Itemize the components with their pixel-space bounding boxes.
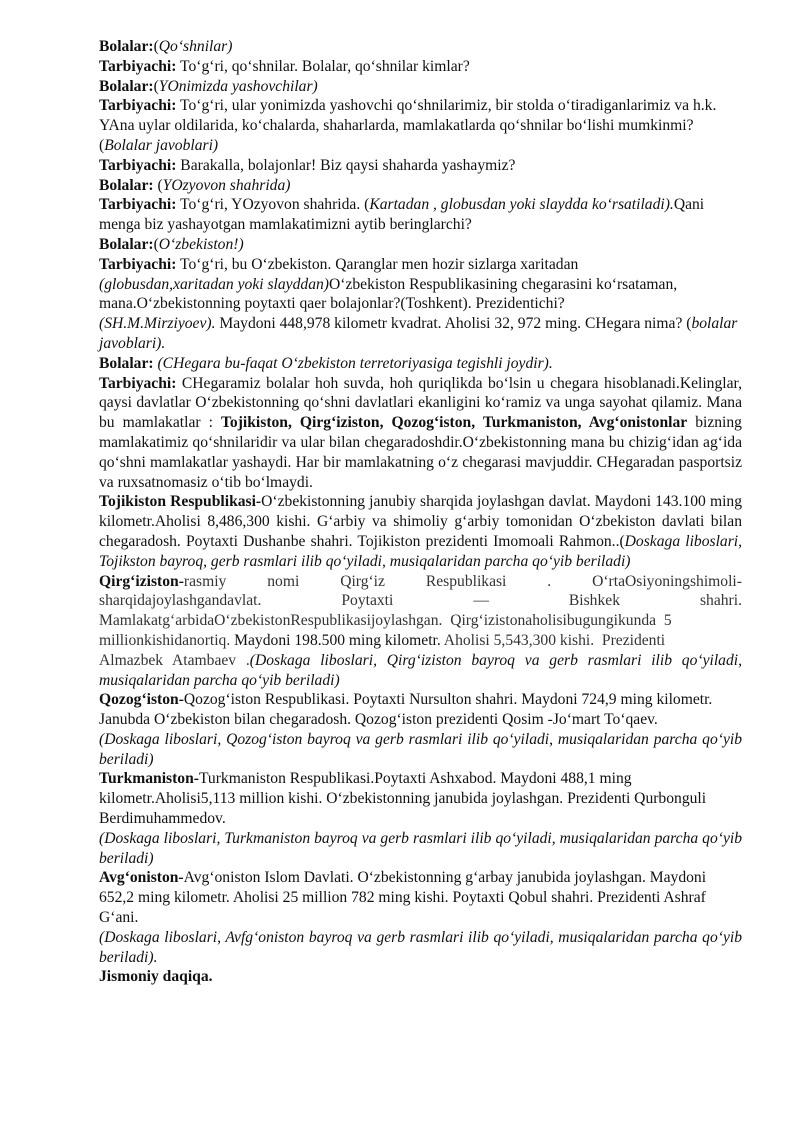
word: shahri.: [699, 592, 742, 610]
text: (: [153, 38, 159, 55]
speaker-label: Tarbiyachi:: [99, 374, 177, 392]
text: (: [153, 176, 163, 194]
italic-note: Qo‘shnilar): [158, 38, 233, 55]
text: Almazbek Atambaev .: [99, 651, 250, 669]
country-paragraph-afghanistan: [99, 868, 742, 927]
text: (: [153, 235, 159, 253]
word: Bishkek: [568, 592, 620, 610]
word: O‘rtaOsiyoningshimoli-: [592, 572, 742, 590]
word: Qirg‘iz: [340, 572, 385, 590]
text: O‘zbekistonning janubiy sharqida joylashgan davlat. Maydoni 143.100 ming kilometr.Aholisi 8,486,300 kishi. G‘arbiy va shimoliy g‘arbiy tomonidan O‘zbekiston davlati bilan chegaradosh. Poytaxti Dushanbe shahri. Tojikiston prezidenti Imomoali Rahmon..(: [99, 493, 743, 550]
speaker-label: Bolalar:: [99, 235, 154, 253]
word: —: [473, 592, 489, 610]
text: bizning mamlakatimiz qo‘shnilaridir va ular bilan chegaradoshdir.O‘zbekistonning mana bu chizig‘idan ag‘ida qo‘shni mamlakatlar yashaydi. Har bir mamlakatning o‘z chegarasi mavjuddir. CHegaradan pasportsiz va ruxsatnomasiz o‘tib bo‘lmaydi.: [99, 414, 742, 491]
dialogue-line: [99, 57, 742, 77]
dialogue-paragraph: [99, 96, 742, 136]
dialogue-paragraph: [99, 195, 742, 235]
country-paragraph-turkmenistan: [99, 769, 742, 828]
text: (: [153, 77, 159, 95]
text: Turkmaniston Respublikasi.Poytaxti Ashxabod. Maydoni 488,1 ming kilometr.Aholisi5,113 million kishi. O‘zbekistonning janubida joylashgan. Prezidenti Qurbonguli Berdimuhammedov.: [99, 770, 707, 828]
country-name: Tojikiston Respublikasi-: [99, 493, 262, 511]
country-name: Qozog‘iston-: [99, 691, 184, 709]
bold-text: Tojikiston, Qirg‘iziston, Qozog‘iston, Turkmaniston, Avg‘onistonlar: [220, 414, 688, 432]
text: To‘g‘ri, YOzyovon shahrida. (: [176, 196, 370, 214]
justified-line: [99, 591, 742, 611]
speaker-label: Tarbiyachi:: [99, 57, 177, 75]
italic-note: (CHegara bu-faqat O‘zbekiston terretoriyasiga tegishli joydir).: [153, 354, 553, 372]
country-paragraph-kyrgyzstan: [99, 572, 742, 691]
speaker-label: Tarbiyachi:: [99, 196, 177, 214]
speaker-label: Bolalar:: [99, 176, 154, 194]
dialogue-line: [99, 77, 742, 97]
italic-note: (SH.M.Mirziyoev).: [99, 315, 216, 333]
text: Barakalla, bolajonlar! Biz qaysi shaharda yashaymiz?: [176, 156, 516, 174]
word: nomi: [267, 572, 300, 590]
text-block: [99, 651, 742, 691]
word: sharqidajoylashgandavlat.: [99, 592, 262, 610]
text: Qani menga biz yashayotgan mamlakatimizni aytib beringlarchi?: [99, 196, 705, 234]
italic-note: (Doskaga liboslari, Qozog‘iston bayroq va gerb rasmlari ilib qo‘yiladi, musiqalaridan parcha qo‘yib beriladi): [99, 730, 742, 768]
section-heading: Jismoniy daqiqa.: [99, 968, 213, 986]
dialogue-line: [99, 235, 742, 255]
country-paragraph-kazakhstan: [99, 690, 742, 730]
justified-line: [99, 572, 742, 592]
dialogue-line: [99, 156, 742, 176]
country-paragraph-tajikistan: [99, 492, 742, 571]
italic-note: YOnimizda yashovchilar): [158, 77, 318, 95]
italic-note: (Doskaga liboslari, Turkmaniston bayroq va gerb rasmlari ilib qo‘yiladi, musiqalaridan parcha qo‘yib beriladi): [99, 829, 742, 867]
text: Maydoni 448,978 kilometr kvadrat. Aholisi 32, 972 ming. CHegara nima? (: [215, 315, 692, 333]
italic-note: (Doskaga liboslari, Avfg‘oniston bayroq va gerb rasmlari ilib qo‘yiladi, musiqalaridan parcha qo‘yib beriladi).: [99, 928, 742, 966]
word: .: [547, 572, 552, 590]
speaker-label: Bolalar:: [99, 354, 154, 372]
text: Aholisi 5,543,300 kishi. Prezidenti: [440, 631, 666, 649]
text-line: Mamlakatg‘arbidaO‘zbekistonRespublikasijoylashgan. Qirg‘izistonaholisibugungikunda 5: [99, 612, 672, 630]
text-line: [99, 631, 742, 651]
italic-note: (Doskaga liboslari, Qirg‘iziston bayroq va gerb rasmlari ilib qo‘yiladi, musiqalaridan parcha qo‘yib beriladi): [99, 651, 742, 689]
word: Poytaxti: [341, 592, 394, 610]
dialogue-paragraph: [99, 374, 742, 493]
country-name: Qirg‘iziston-: [99, 572, 184, 590]
text: millionkishidanortiq.: [99, 631, 231, 649]
text: CHegaramiz bolalar hoh suvda, hoh quriqlikda bo‘lsin u chegara hisoblanadi.Kelinglar, qaysi davlatlar O‘zbekistonning qo‘shni davlatlari ekanligini ko‘ramiz va unga sayohat qilamiz. Mana bu mamlakatlar :: [99, 374, 742, 432]
text: To‘g‘ri, qo‘shnilar. Bolalar, qo‘shnilar kimlar?: [176, 57, 470, 75]
text: O‘zbekiston Respublikasining chegarasini ko‘rsataman, mana.O‘zbekistonning poytaxti qaer bolajonlar?(Toshkent). Prezidentichi?: [99, 275, 678, 313]
speaker-label: Tarbiyachi:: [99, 97, 177, 115]
italic-note: bolalar javoblari).: [99, 315, 738, 352]
country-name: Avg‘oniston-: [99, 869, 184, 887]
italic-note: Kartadan , globusdan yoki slaydda ko‘rsatiladi).: [369, 196, 674, 214]
italic-note: O‘zbekiston!): [158, 235, 244, 253]
text: Maydoni 198.500 ming kilometr.: [230, 631, 441, 649]
country-name: Turkmaniston-: [99, 770, 199, 788]
speaker-label: Tarbiyachi:: [99, 255, 177, 273]
italic-note: Bolalar javoblari): [104, 136, 219, 154]
text: Qozog‘iston Respublikasi. Poytaxti Nursulton shahri. Maydoni 724,9 ming kilometr. Janubda O‘zbekiston bilan chegaradosh. Qozog‘iston prezidenti Qosim -Jo‘mart To‘qaev.: [99, 691, 713, 729]
text: To‘g‘ri, bu O‘zbekiston. Qaranglar men hozir sizlarga xaritadan: [176, 255, 579, 273]
document-page: [99, 37, 742, 987]
word: Respublikasi: [425, 572, 507, 590]
dialogue-line: [99, 37, 742, 57]
dialogue-paragraph: [99, 255, 742, 354]
speaker-label: Bolalar:: [99, 38, 154, 55]
dialogue-line: [99, 354, 742, 374]
italic-note: (globusdan,xaritadan yoki slayddan): [99, 275, 329, 293]
text: To‘g‘ri, ular yonimizda yashovchi qo‘shnilarimiz, bir stolda o‘tiradiganlarimiz va h.k. YAna uylar oldilarida, ko‘chalarda, shaharlarda, mamlakatlarda qo‘shnilar bo‘lishi mumkinmi?: [99, 97, 717, 135]
speaker-label: Bolalar:: [99, 77, 154, 95]
speaker-label: Tarbiyachi:: [99, 156, 177, 174]
italic-note: YOzyovon shahrida): [162, 176, 291, 194]
italic-note: Doskaga liboslari, Tojikston bayroq, gerb rasmlari ilib qo‘yiladi, musiqalaridan parcha qo‘yib beriladi): [99, 532, 743, 570]
dialogue-line: [99, 176, 742, 196]
text: (: [99, 136, 105, 154]
word: rasmiy: [183, 572, 227, 590]
dialogue-line: [99, 136, 742, 156]
text: Avg‘oniston Islom Davlati. O‘zbekistonning g‘arbay janubida joylashgan. Maydoni 652,2 ming kilometr. Aholisi 25 million 782 ming kishi. Poytaxti Qobul shahri. Prezidenti Ashraf G‘ani.: [99, 869, 707, 927]
